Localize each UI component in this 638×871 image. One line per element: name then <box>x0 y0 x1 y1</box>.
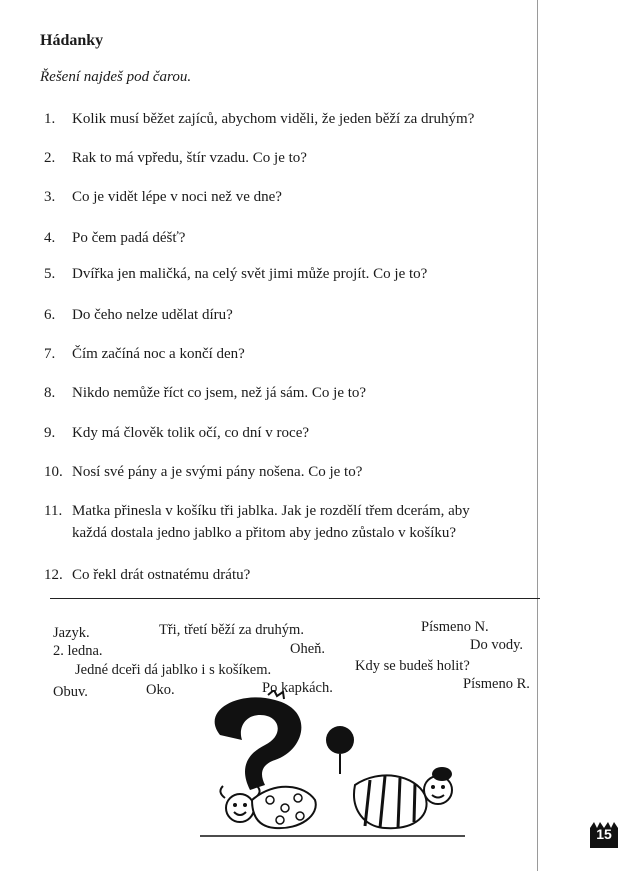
answer-kosik: Jedné dceři dá jablko i s košíkem. <box>75 662 272 678</box>
answer-zajici: Tři, třetí běží za druhým. <box>159 622 304 638</box>
riddle-text: Co je vidět lépe v noci než ve dne? <box>72 189 282 205</box>
riddle-number: 10. <box>44 464 63 480</box>
riddle-text: Kdy má člověk tolik očí, co dní v roce? <box>72 425 310 441</box>
riddle-text: Do čeho nelze udělat díru? <box>72 307 233 323</box>
riddle-8 <box>44 382 366 404</box>
riddle-text: Rak to má vpředu, štír vzadu. Co je to? <box>72 150 307 166</box>
riddle-number: 7. <box>44 346 56 362</box>
riddle-number: 9. <box>44 425 56 441</box>
riddle-text: Matka přinesla v košíku tři jablka. Jak je rozdělí třem dcerám, aby <box>72 503 470 519</box>
riddle-12 <box>44 564 250 586</box>
riddle-number: 1. <box>44 111 56 127</box>
riddle-number: 3. <box>44 189 56 205</box>
riddle-3 <box>44 186 282 208</box>
answer-pismeno-n: Písmeno N. <box>421 619 489 635</box>
answer-pismeno-r: Písmeno R. <box>463 676 530 692</box>
riddle-9 <box>44 422 309 444</box>
riddle-text-continued: každá dostala jedno jablko a přitom aby jedno zůstalo v košíku? <box>72 525 457 541</box>
answer-ledna: 2. ledna. <box>53 643 103 659</box>
answer-kapky: Po kapkách. <box>262 680 333 696</box>
answer-jazyk: Jazyk. <box>53 625 90 641</box>
margin-rule <box>537 0 538 871</box>
answer-holit: Kdy se budeš holit? <box>355 658 470 674</box>
riddle-6 <box>44 304 233 326</box>
answer-ohen: Oheň. <box>290 641 326 657</box>
riddle-11 <box>44 500 470 544</box>
riddle-4 <box>44 227 185 249</box>
riddle-text: Nosí své pány a je svými pány nošena. Co je to? <box>72 464 363 480</box>
riddle-number: 2. <box>44 150 56 166</box>
riddle-text: Po čem padá déšť? <box>72 230 186 246</box>
page-title: Hádanky <box>40 32 104 49</box>
riddle-number: 5. <box>44 266 56 282</box>
riddle-number: 8. <box>44 385 56 401</box>
riddle-number: 11. <box>44 503 63 519</box>
riddle-text: Co řekl drát ostnatému drátu? <box>72 567 251 583</box>
page-subtitle: Řešení najdeš pod čarou. <box>40 69 192 85</box>
riddle-text: Dvířka jen maličká, na celý svět jimi může projít. Co je to? <box>72 266 428 282</box>
riddle-number: 12. <box>44 567 63 583</box>
riddle-1 <box>44 108 474 130</box>
page-number: 15 <box>596 826 612 842</box>
riddle-text-block <box>72 500 470 544</box>
answer-divider <box>50 598 540 599</box>
riddle-number: 4. <box>44 230 56 246</box>
riddle-text: Čím začíná noc a končí den? <box>72 346 245 362</box>
riddle-10 <box>44 461 362 483</box>
riddle-7 <box>44 343 245 365</box>
clown-illustration <box>180 690 470 850</box>
answer-do-vody: Do vody. <box>470 637 524 653</box>
riddle-number: 6. <box>44 307 56 323</box>
answer-obuv: Obuv. <box>53 684 88 700</box>
riddle-5 <box>44 263 427 285</box>
riddle-2 <box>44 147 307 169</box>
answer-oko: Oko. <box>146 682 175 698</box>
riddle-text: Nikdo nemůže říct co jsem, než já sám. Co je to? <box>72 385 367 401</box>
riddle-text: Kolik musí běžet zajíců, abychom viděli, že jeden běží za druhým? <box>72 111 475 127</box>
